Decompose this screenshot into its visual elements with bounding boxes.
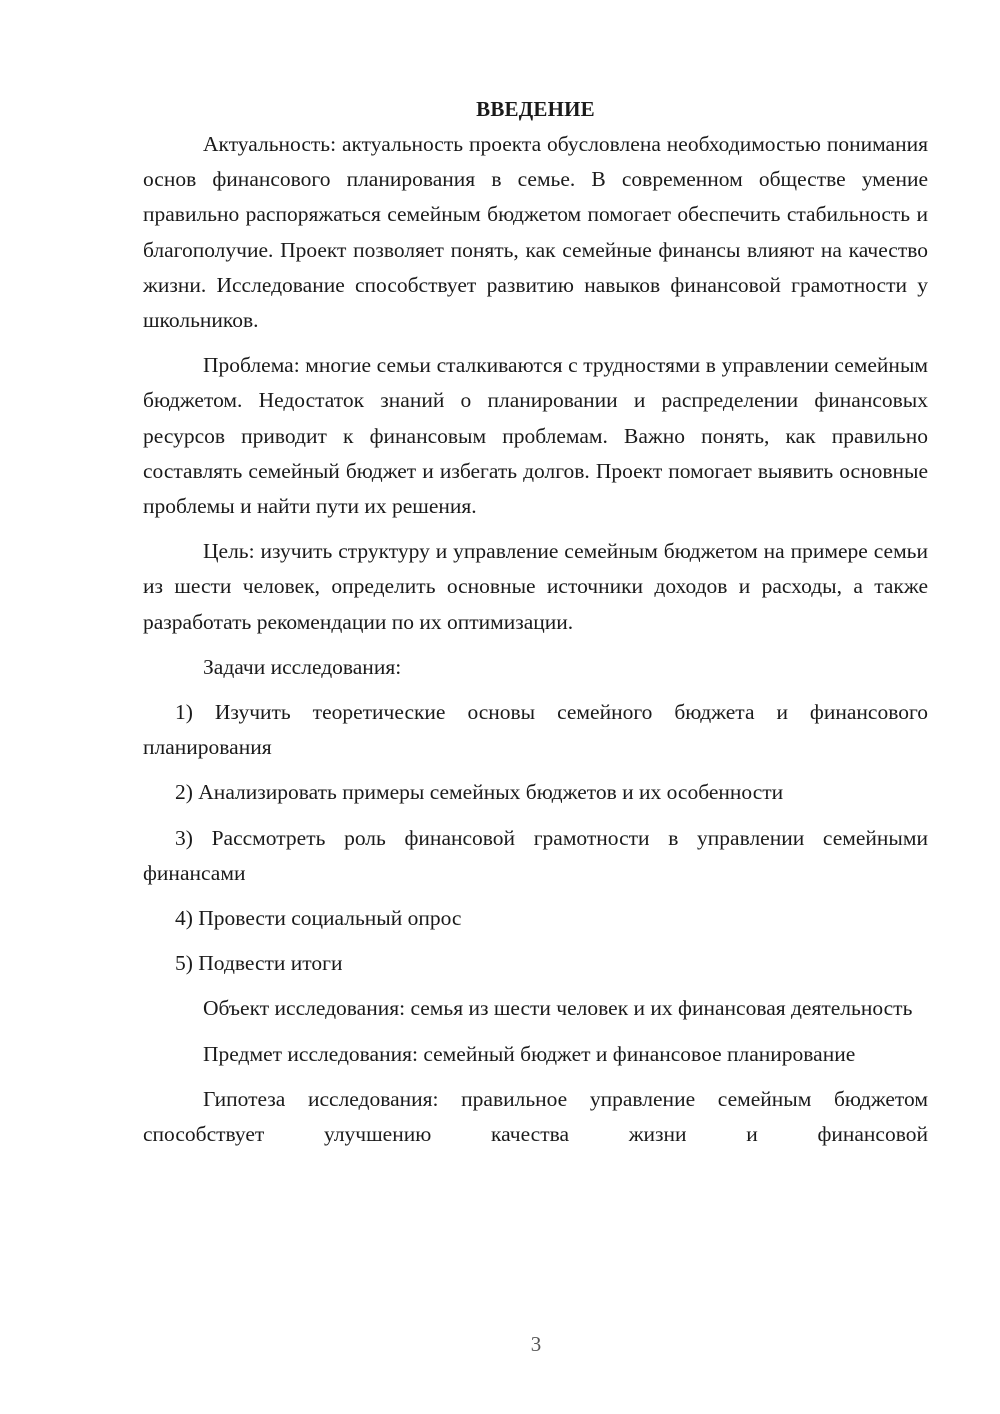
paragraph-goal: Цель: изучить структуру и управление семейным бюджетом на примере семьи из шести человек, определить основные источники доходов и расходы, а также разработать рекомендации по их оптимизации. bbox=[143, 539, 928, 634]
task-item: 3) Рассмотреть роль финансовой грамотности в управлении семейными финансами bbox=[143, 825, 928, 885]
paragraph-relevance: Актуальность: актуальность проекта обусловлена необходимостью понимания основ финансового планирования в семье. В современном обществе умение правильно распоряжаться семейным бюджетом помогает обеспечить стабильность и благополучие. Проект позволяет понять, как семейные финансы влияют на качество жизни. Исследование способствует развитию навыков финансовой грамотности у школьников. bbox=[143, 132, 928, 333]
paragraph-subject: Предмет исследования: семейный бюджет и финансовое планирование bbox=[203, 1041, 856, 1066]
section-heading: ВВЕДЕНИЕ bbox=[476, 97, 595, 121]
task-item: 2) Анализировать примеры семейных бюджетов и их особенности bbox=[175, 780, 784, 805]
paragraph-hypothesis: Гипотеза исследования: правильное управление семейным бюджетом способствует улучшению качества жизни и финансовой bbox=[143, 1086, 928, 1147]
paragraph-tasks-intro: Задачи исследования: bbox=[203, 654, 402, 679]
page-number: 3 bbox=[530, 1332, 542, 1356]
paragraph-object: Объект исследования: семья из шести человек и их финансовая деятельность bbox=[203, 996, 913, 1021]
document-page bbox=[143, 92, 928, 1162]
task-item: 1) Изучить теоретические основы семейного бюджета и финансового планирования bbox=[143, 700, 928, 760]
paragraph-problem: Проблема: многие семьи сталкиваются с трудностями в управлении семейным бюджетом. Недостаток знаний о планировании и распределении финансовых ресурсов приводит к финансовым проблемам. Важно понять, как правильно составлять семейный бюджет и избегать долгов. Проект помогает выявить основные проблемы и найти пути их решения. bbox=[143, 353, 928, 519]
task-item: 5) Подвести итоги bbox=[175, 951, 343, 976]
task-item: 4) Провести социальный опрос bbox=[175, 906, 462, 931]
